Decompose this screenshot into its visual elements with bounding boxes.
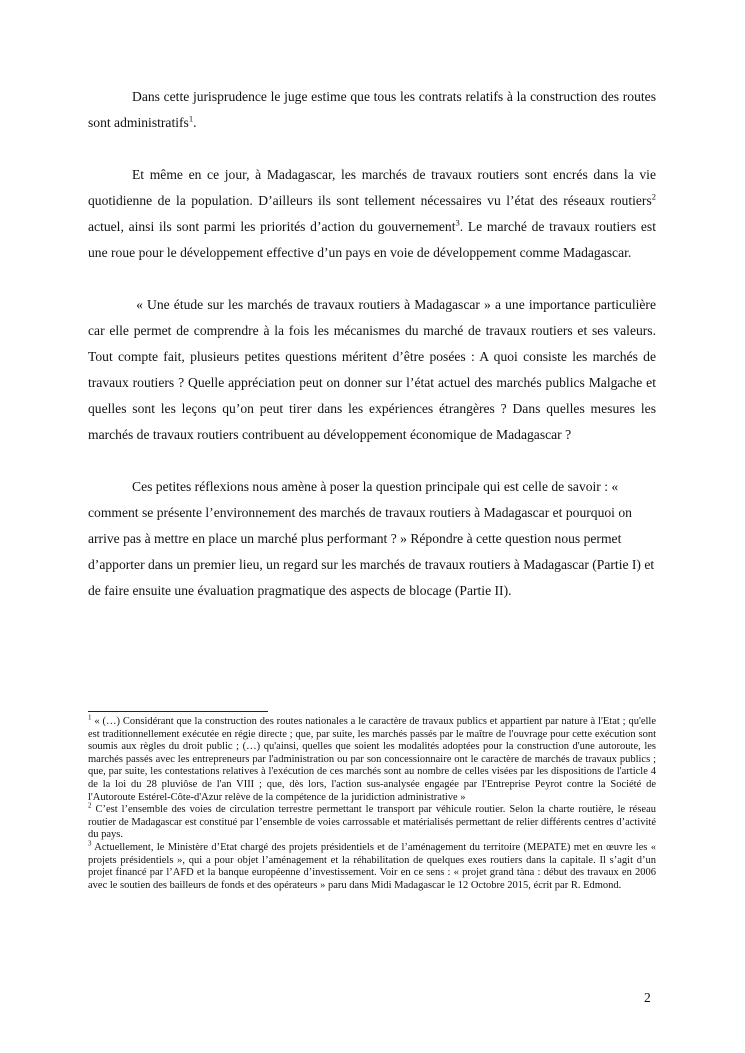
footnote-3-text: Actuellement, le Ministère d’Etat chargé des projets présidentiels et de l’aménagement du territoire (MEPATE) met en œuvre les « projets présidentiels », qui a pour objet l’aménagement et la réhabilitation de quelques exes routiers dans la capitale. Il s’agit d’un projet financé par l’AFD et la banque européenne d’investissement. Voir en ce sens : « projet grand tàna : début des travaux en 2006 avec le soutien des bailleurs de fonds et des opérateurs » paru dans Midi Madagascar le 12 Octobre 2015, écrit par R. Edmond. <box>88 841 656 891</box>
footnotes-section <box>88 713 656 892</box>
footnote-1 <box>88 713 656 804</box>
paragraph-2-text-c: . Le marché de travaux routiers est une roue pour le développement effective d’un pays en voie de développement comme Madagascar. <box>88 219 656 260</box>
footnote-1-number: 1 <box>88 713 92 722</box>
paragraph-3 <box>88 292 656 448</box>
paragraph-2 <box>88 162 656 266</box>
footnote-2-number: 2 <box>88 801 92 810</box>
paragraph-3-text: « Une étude sur les marchés de travaux routiers à Madagascar » a une importance particulière car elle permet de comprendre à la fois les mécanismes du marché de travaux routiers et ses valeurs. Tout compte fait, plusieurs petites questions méritent d’être posées : A quoi consiste les marchés de travaux routiers ? Quelle appréciation peut on donner sur l’état actuel des marchés publics Malgache et quelles sont les leçons qu’on peut tirer dans les expériences étrangères ? Dans quelles mesures les marchés de travaux routiers contribuent au développement économique de Madagascar ? <box>88 297 656 442</box>
document-body <box>88 84 656 604</box>
footnote-3-number: 3 <box>88 839 92 848</box>
paragraph-1 <box>88 84 656 136</box>
footnote-separator <box>88 711 268 712</box>
footnote-2 <box>88 801 656 842</box>
paragraph-4-text: Ces petites réflexions nous amène à poser la question principale qui est celle de savoir : « comment se présente l’environnement des marchés de travaux routiers à Madagascar et pourquoi on arrive pas à mettre en place un marché plus performant ? » Répondre à cette question nous permet d’apporter dans un premier lieu, un regard sur les marchés de travaux routiers à Madagascar (Partie I) et de faire ensuite une évaluation pragmatique des aspects de blocage (Partie II). <box>88 479 655 598</box>
paragraph-2-text-a: Et même en ce jour, à Madagascar, les marchés de travaux routiers sont encrés dans la vie quotidienne de la population. D’ailleurs ils sont tellement nécessaires vu l’état des réseaux routiers <box>88 167 656 208</box>
footnote-ref-2[interactable]: 2 <box>651 191 656 202</box>
paragraph-1-end: . <box>193 115 197 130</box>
paragraph-2-text-b: actuel, ainsi ils sont parmi les priorités d’action du gouvernement <box>88 219 456 234</box>
paragraph-4 <box>88 474 656 604</box>
footnote-2-text: C’est l’ensemble des voies de circulation terrestre permettant le transport par véhicule routier. Selon la charte routière, le réseau routier de Madagascar est constitué par l’ensemble de voies carrossable et matérialisés permettant de relier différents centres d’activité du pays. <box>88 804 656 841</box>
footnote-ref-1[interactable]: 1 <box>188 113 194 124</box>
footnote-3 <box>88 839 656 892</box>
footnote-ref-3[interactable]: 3 <box>455 217 460 228</box>
paragraph-1-text: Dans cette jurisprudence le juge estime que tous les contrats relatifs à la construction des routes sont administratifs <box>88 89 656 130</box>
page-number: 2 <box>644 990 651 1005</box>
footnote-1-text: « (…) Considérant que la construction des routes nationales a le caractère de travaux publics et appartient par nature à l'Etat ; qu'elle est traditionnellement exécutée en régie directe ; que, par suite, les marchés passés par le maître de l'ouvrage pour cette exécution sont soumis aux règles du droit public ; (…) qu'ainsi, quelles que soient les modalités adoptées pour la construction d'une autoroute, les marchés passés avec les entrepreneurs par l'administration ou par son concessionnaire ont le caractère de marchés de travaux publics ; que, par suite, les contestations relatives à l'exécution de ces marchés sont au nombre de celles visées par les dispositions de l'article 4 de la loi du 28 pluviôse de l'an VIII ; que, dès lors, l'action sus-analysée engagée par l'Entreprise Peyrot contre la Société de l'Autoroute Estérel-Côte-d'Azur relève de la compétence de la juridiction administrative » <box>88 716 656 803</box>
